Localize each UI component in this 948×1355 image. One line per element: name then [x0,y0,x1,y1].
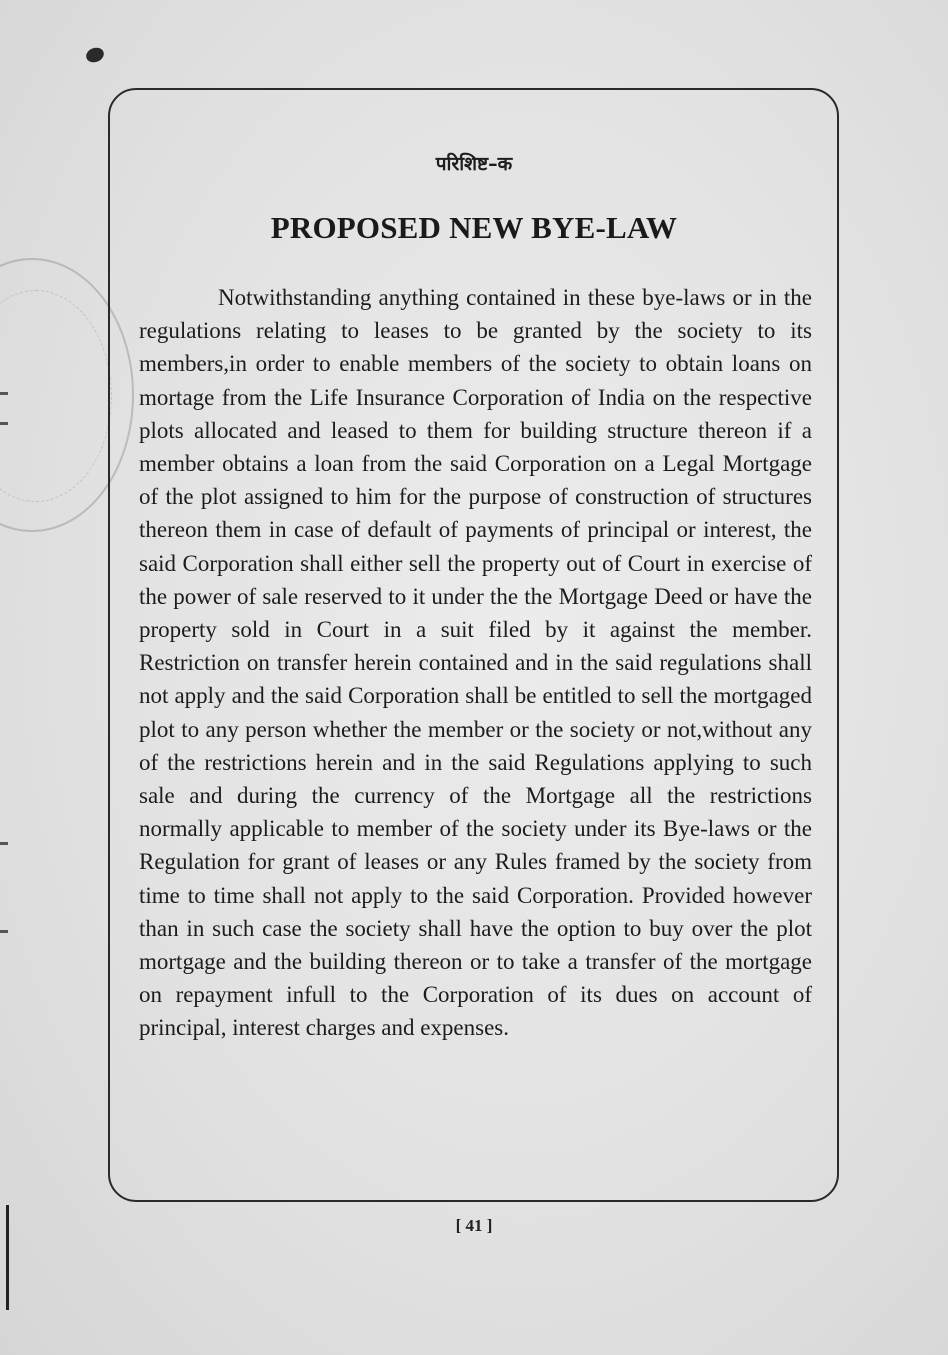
margin-tick [0,842,8,845]
margin-tick [0,392,8,395]
page-number: [ 41 ] [455,1216,493,1235]
margin-tick [0,422,8,425]
margin-tick [0,930,8,933]
bye-law-paragraph: Notwithstanding anything contained in these bye-laws or in the regulations relating to leases to be granted by the society to its members,in order to enable members of the society to obtain loans on mortage from the Life Insurance Corporation of India on the respective plots allocated and leased to them for building structure thereon if a member obtains a loan from the said Corporation on a Legal Mortgage of the plot assigned to him for the purpose of construction of structures thereon them in case of default of payments of principal or interest, the said Corporation shall either sell the property out of Court in exercise of the power of sale reserved to it under the the Mortgage Deed or have the property sold in Court in a suit filed by it against the member. Restriction on transfer herein contained and in the said regulations shall not apply and the said Corporation shall be entitled to sell the mortgaged plot to any person whether the member or the society or not,without any of the restrictions herein and in the said Regulations applying to such sale and during the currency of the Mortgage all the restrictions normally applicable to member of the society under its Bye-laws or the Regulation for grant of leases or any Rules framed by the society from time to time shall not apply to the said Corporation. Provided however than in such case the society shall have the option to buy over the plot mortgage and the building thereon or to take a transfer of the mortgage on repayment infull to the Corporation of its dues on account of principal, interest charges and expenses. [139,285,812,1041]
punch-hole-mark [84,45,106,64]
page-title: PROPOSED NEW BYE-LAW [270,210,678,245]
appendix-heading: परिशिष्ट–क [435,153,513,175]
